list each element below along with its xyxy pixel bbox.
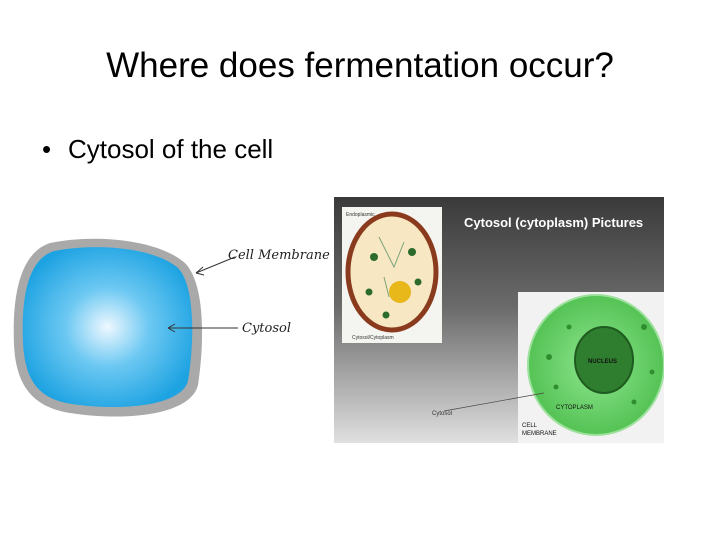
- bullet-dot: •: [42, 134, 52, 164]
- cell-membrane-label-2: MEMBRANE: [522, 431, 557, 437]
- bullet-item: [42, 134, 273, 165]
- cell-diagram: [10, 235, 330, 420]
- cytosol-pictures-image: [334, 197, 664, 443]
- plant-cell: [348, 214, 436, 330]
- cytosol-label: Cytosol: [242, 321, 291, 336]
- plant-cell-top-label: Endoplasmic: [346, 212, 375, 218]
- cell-cytosol: [23, 247, 193, 407]
- plant-cell-bottom-label: Cytosol/Cytoplasm: [352, 335, 394, 341]
- cell-membrane-label-1: CELL: [522, 423, 538, 429]
- bullet-text: Cytosol of the cell: [68, 134, 274, 164]
- plant-cell-nucleus: [389, 281, 411, 303]
- cytoplasm-label: CYTOPLASM: [556, 405, 593, 411]
- cytosol-image-label: Cytosol: [432, 411, 453, 417]
- image-heading: Cytosol (cytoplasm) Pictures: [464, 215, 644, 230]
- slide-title: Where does fermentation occur?: [106, 46, 614, 85]
- nucleus-label: NUCLEUS: [588, 359, 618, 365]
- membrane-label: Cell Membrane: [228, 248, 330, 263]
